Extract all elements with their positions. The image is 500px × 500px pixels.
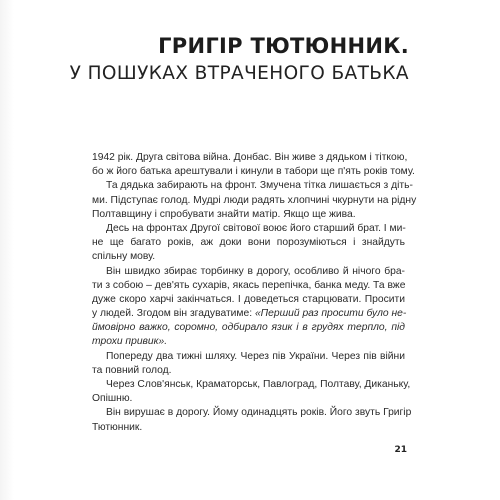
text-line: Він вирушає в дорогу. Йому одинадцять років. Його звуть Григір (106, 407, 412, 419)
text-line: Опішню. (92, 393, 133, 405)
text-line: бо ж його батька арештували і кинули в табори ще п'ять років тому. (92, 166, 415, 178)
text-line: ймовірно важко, соромно, одбирало язик і в грудях терпло, під (92, 322, 405, 334)
chapter-subtitle: У ПОШУКАХ ВТРАЧЕНОГО БАТЬКА (69, 63, 409, 84)
text-line: Та дядька забирають на фронт. Змучена тітка лишається з діть- (106, 180, 413, 192)
text-line: та повний голод. (92, 364, 172, 376)
text-line: Він швидко збирає торбинку в дорогу, особливо й нічого бра- (106, 265, 405, 277)
chapter-heading (70, 33, 409, 87)
text-line: 1942 рік. Друга світова війна. Донбас. Він живе з дядьком і тіткою, (92, 152, 408, 163)
text-line: трохи привик». (92, 336, 168, 348)
text-line: спільну мову. (92, 251, 156, 263)
body-text (92, 151, 417, 435)
text-line: не ще багато років, аж доки вони порозуміються і знайдуть (92, 237, 405, 249)
text-line: Через Слов'янськ, Краматорськ, Павлоград, Полтаву, Диканьку, (106, 379, 411, 390)
text-line: у людей. Згодом він згадуватиме: «Перший раз просити було не- (92, 308, 407, 320)
page-number: 21 (394, 445, 407, 455)
text-line: Тютюнник. (92, 421, 143, 433)
text-line: дуже скоро харчі закінчаться. І доведеться старцювати. Просити (92, 293, 405, 305)
text-line: ми. Підступає голод. Мудрі люди радять хлопчині чкурнути на рідну (92, 194, 417, 206)
text-line: Десь на фронтах Другої світової воює його старший брат. І ми- (106, 222, 406, 234)
chapter-title: ГРИГІР ТЮТЮННИК. (158, 34, 409, 58)
text-line: ти з собою – дев'ять сухарів, якась перепічка, банка меду. Та вже (92, 279, 406, 291)
text-line: Попереду два тижні шляху. Через пів України. Через пів війни (106, 350, 405, 362)
text-line: Полтавщину і спробувати знайти матір. Якщо ще жива. (92, 208, 356, 220)
